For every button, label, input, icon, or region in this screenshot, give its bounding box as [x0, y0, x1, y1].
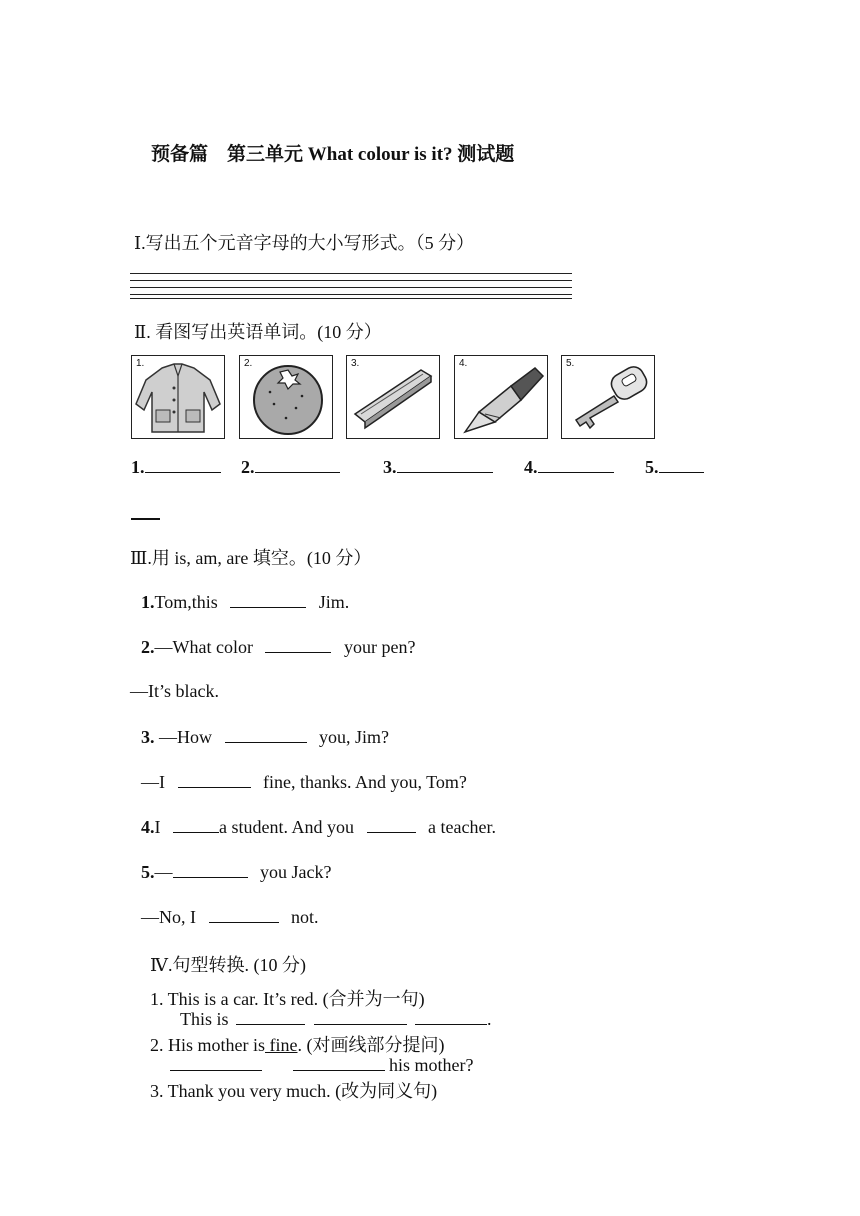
question-3-2: [141, 636, 415, 658]
picture-number: 1.: [136, 358, 145, 369]
question-text: —What color: [154, 637, 253, 657]
answer-label: 1.: [131, 457, 145, 477]
question-text: I: [154, 817, 161, 837]
picture-number: 4.: [459, 358, 468, 369]
question-text: Tom,this: [154, 592, 218, 612]
answer-label: 2.: [241, 457, 255, 477]
question-text: you, Jim?: [319, 727, 389, 747]
question-text: you Jack?: [260, 862, 332, 882]
question-4-1-answer: This is .: [180, 1009, 492, 1029]
writing-line: [130, 280, 572, 281]
question-text: This is: [180, 1009, 229, 1029]
answer-line-2: [241, 456, 340, 478]
fill-blank[interactable]: [170, 1054, 262, 1071]
answer-blank[interactable]: [659, 456, 704, 473]
question-text: your pen?: [343, 637, 416, 657]
question-number: 2.: [141, 637, 155, 657]
question-number: 1.: [141, 592, 155, 612]
question-3-1: [141, 591, 349, 613]
question-3-4: [141, 816, 496, 838]
fill-blank[interactable]: [230, 591, 306, 608]
fill-blank[interactable]: [265, 636, 331, 653]
question-4-3: 3. Thank you very much. (改为同义句): [150, 1081, 438, 1101]
question-text: fine, thanks. And you, Tom?: [263, 772, 467, 792]
answer-blank-continuation[interactable]: [131, 518, 160, 520]
jacket-icon: [132, 356, 224, 438]
writing-line: [130, 298, 572, 299]
page-title: 预备篇 第三单元 What colour is it? 测试题: [151, 144, 515, 165]
question-3-5: [141, 861, 331, 883]
question-text: Jim.: [318, 592, 350, 612]
fill-blank[interactable]: [367, 816, 416, 833]
answer-blank[interactable]: [145, 456, 221, 473]
question-text: a student. And you: [219, 817, 354, 837]
question-text: not.: [291, 907, 319, 927]
writing-line: [130, 294, 572, 295]
answer-label: 4.: [524, 457, 538, 477]
question-3-3-reply: [141, 771, 467, 793]
picture-number: 2.: [244, 358, 253, 369]
picture-key: [561, 355, 655, 439]
question-4-1: 1. This is a car. It’s red. (合并为一句): [150, 989, 425, 1009]
section-4-heading: Ⅳ.句型转换. (10 分): [150, 955, 306, 975]
picture-orange: [239, 355, 333, 439]
fill-blank[interactable]: [178, 771, 251, 788]
fill-blank[interactable]: [293, 1054, 385, 1071]
orange-icon: [240, 356, 332, 438]
picture-ruler: [346, 355, 440, 439]
pen-icon: [455, 356, 547, 438]
question-3-3: [141, 726, 389, 748]
answer-line-3: [383, 456, 493, 478]
fill-blank[interactable]: [415, 1008, 487, 1025]
answer-line-4: [524, 456, 614, 478]
answer-line-5: [645, 456, 704, 478]
writing-line: [130, 287, 572, 288]
fill-blank[interactable]: [314, 1008, 407, 1025]
answer-blank[interactable]: [255, 456, 340, 473]
writing-line: [130, 273, 572, 274]
question-text: . (对画线部分提问): [297, 1035, 445, 1055]
fill-blank[interactable]: [209, 906, 279, 923]
question-number: 5.: [141, 862, 155, 882]
ruler-icon: [347, 356, 439, 438]
fill-blank[interactable]: [173, 816, 219, 833]
picture-jacket: [131, 355, 225, 439]
question-text: —I: [141, 772, 165, 792]
picture-number: 5.: [566, 358, 575, 369]
question-3-5-reply: [141, 906, 319, 928]
question-text: —: [154, 862, 173, 882]
answer-label: 3.: [383, 457, 397, 477]
underlined-word: fine: [265, 1035, 298, 1055]
answer-label: 5.: [645, 457, 659, 477]
answer-blank[interactable]: [538, 456, 614, 473]
question-text: his mother?: [389, 1055, 474, 1075]
fill-blank[interactable]: [173, 861, 248, 878]
key-icon: [562, 356, 654, 438]
question-number: 4.: [141, 817, 155, 837]
question-3-2-reply: —It’s black.: [130, 681, 219, 701]
question-number: 3.: [141, 727, 155, 747]
question-text: a teacher.: [428, 817, 496, 837]
fill-blank[interactable]: [225, 726, 307, 743]
answer-line-1: [131, 456, 221, 478]
answer-blank[interactable]: [397, 456, 493, 473]
picture-pen: [454, 355, 548, 439]
question-text: —No, I: [141, 907, 196, 927]
question-text: 2. His mother is: [150, 1035, 265, 1055]
picture-number: 3.: [351, 358, 360, 369]
section-3-heading: Ⅲ.用 is, am, are 填空。(10 分）: [130, 548, 372, 568]
question-4-2-answer: [170, 1054, 473, 1076]
section-1-heading: Ⅰ.写出五个元音字母的大小写形式。（5 分）: [134, 233, 475, 253]
fill-blank[interactable]: [236, 1008, 305, 1025]
question-text: —How: [154, 727, 212, 747]
section-2-heading: Ⅱ. 看图写出英语单词。(10 分）: [134, 322, 382, 342]
